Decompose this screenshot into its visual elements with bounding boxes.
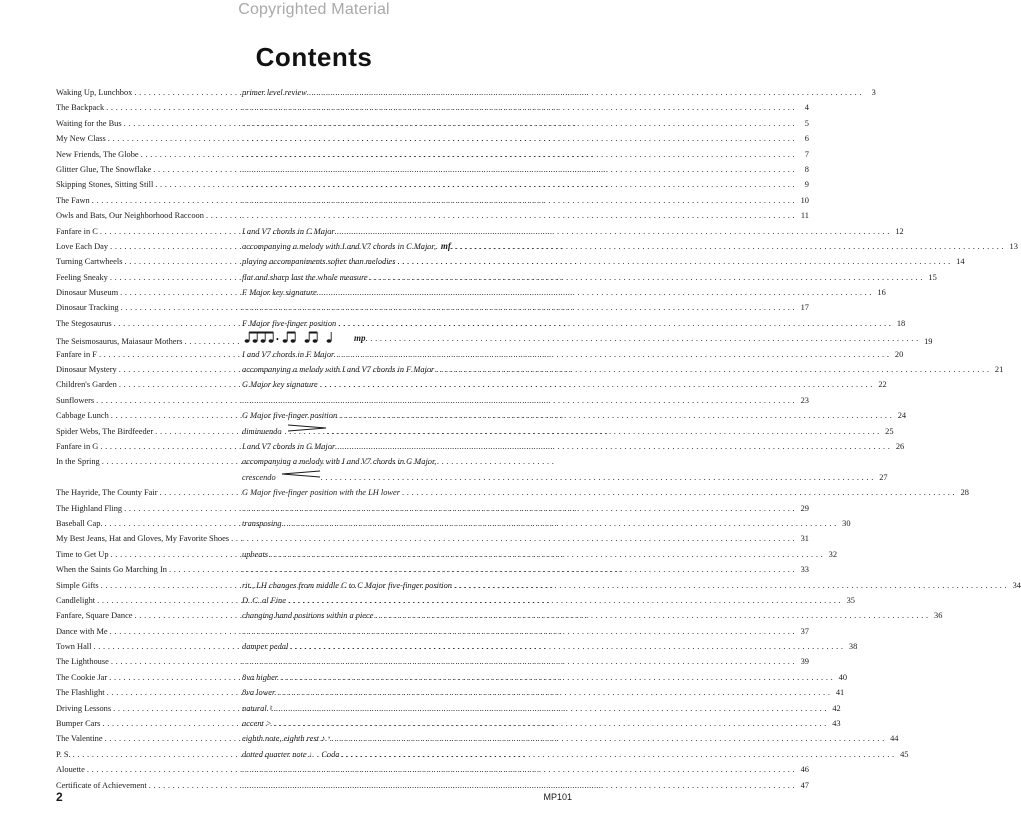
dot-leader [398, 254, 951, 269]
entry-page-number: 10 [800, 195, 809, 205]
entry-title: Certificate of Achievement [56, 780, 147, 790]
entry-page-number: 15 [928, 272, 937, 282]
toc-entry [56, 501, 809, 516]
toc-entry [56, 362, 1004, 377]
entry-description: G Major key signature [242, 380, 318, 390]
entry-page-number: 28 [960, 488, 969, 498]
entry-page-number: 31 [800, 534, 809, 544]
toc-entry [56, 578, 1021, 593]
entry-page-number: 29 [800, 503, 809, 513]
dot-leader [270, 547, 823, 562]
toc-entry [56, 316, 906, 331]
entry-page-number: 26 [895, 441, 905, 451]
toc-entry [56, 454, 888, 485]
crescendo-hairpin-icon [281, 470, 321, 478]
diminuendo-hairpin-icon [287, 424, 327, 432]
entry-description: damper pedal [242, 642, 289, 652]
dot-leader [242, 501, 795, 516]
entry-title: Bumper Cars [56, 719, 101, 729]
dot-leader [277, 685, 830, 700]
entry-title: Fanfare in G [56, 441, 99, 451]
entry-page-number: 11 [800, 211, 809, 221]
dot-leader [242, 562, 795, 577]
page-title: Contents [255, 42, 373, 72]
entry-page-number: 18 [896, 318, 906, 328]
entry-description: G Major five-finger position [242, 411, 338, 421]
entry-title: Turning Cartwheels [56, 257, 123, 267]
entry-page-number: 38 [848, 642, 858, 652]
svg-text:•: • [276, 335, 279, 345]
entry-title: Sunflowers [56, 395, 95, 405]
toc-entry [56, 485, 969, 500]
dynamic-marking: mp [354, 333, 366, 344]
entry-page-number: 24 [897, 411, 907, 421]
toc-entry [56, 531, 809, 546]
book-code: MP101 [543, 792, 572, 802]
dot-leader [242, 762, 795, 777]
entry-title: Simple Gifts [56, 580, 99, 590]
dot-leader [436, 362, 989, 377]
dot-leader [206, 208, 242, 223]
toc-entry [56, 624, 809, 639]
entry-description: transposing [242, 518, 282, 528]
toc-entry [56, 177, 809, 192]
entry-page-number: 20 [894, 349, 904, 359]
toc-entry [56, 670, 848, 685]
entry-page-number: 21 [994, 365, 1004, 375]
entry-title: Time to Get Up [56, 549, 109, 559]
dot-leader [290, 639, 843, 654]
entry-page-number: 19 [924, 337, 933, 347]
toc-entry [56, 254, 965, 269]
entry-title: The Flashlight [56, 688, 105, 698]
entry-page-number: 8 [804, 164, 809, 174]
dot-leader [337, 224, 890, 239]
toc-entry [56, 300, 809, 315]
entry-description: accompanying a melody with I and V7 chords in F Major [242, 365, 435, 375]
dot-leader [242, 778, 795, 793]
dot-leader [242, 193, 795, 208]
entry-title: Fanfare in C [56, 226, 98, 236]
entry-page-number: 3 [871, 88, 876, 97]
entry-title: P. S. [56, 749, 71, 759]
toc-entry [56, 516, 851, 531]
toc-entry [56, 131, 809, 146]
dot-leader [454, 578, 1007, 593]
page-number: 2 [56, 790, 63, 804]
dot-leader [327, 424, 880, 439]
dot-leader [375, 608, 928, 623]
entry-page-number: 25 [885, 426, 894, 436]
entry-description: changing hand positions within a piece [242, 611, 374, 621]
entry-page-number: 9 [804, 180, 809, 190]
toc-entry [56, 562, 809, 577]
dot-leader [288, 593, 841, 608]
entry-page-number: 4 [804, 103, 809, 113]
entry-description: I and V7 chords in C Major [242, 226, 335, 236]
entry-description-continued: crescendo [242, 472, 276, 482]
toc-entry [56, 731, 899, 746]
dot-leader [320, 377, 873, 392]
entry-title: When the Saints Go Marching In [56, 565, 167, 575]
dot-leader [284, 516, 837, 531]
entry-page-number: 34 [1012, 580, 1021, 590]
entry-description: flat and sharp last the whole measure [242, 272, 368, 282]
dot-leader [338, 316, 891, 331]
entry-page-number: 42 [832, 703, 841, 713]
toc-entry [56, 639, 858, 654]
entry-page-number: 37 [800, 626, 809, 636]
dot-leader [242, 208, 795, 223]
entry-description: F Major key signature [242, 288, 317, 298]
toc-entry [56, 701, 841, 716]
toc-entry [56, 393, 809, 408]
entry-title: Feeling Sneaky [56, 272, 108, 282]
entry-description: primer level review [242, 88, 307, 97]
dot-leader [242, 147, 795, 162]
dot-leader [341, 747, 894, 762]
toc-entry [56, 654, 809, 669]
entry-description: accompanying a melody with I and V7 chords in C Major, [242, 241, 436, 251]
entry-title: Glitter Glue, The Snowflake [56, 164, 152, 174]
entry-title: Children's Garden [56, 380, 117, 390]
entry-page-number: 27 [879, 472, 888, 482]
toc-entry [56, 331, 933, 347]
toc-entry [56, 685, 845, 700]
dot-leader [402, 485, 955, 500]
toc-entry [56, 285, 886, 300]
dot-leader [336, 347, 889, 362]
entry-description: diminuendo [242, 426, 282, 436]
toc-entry [56, 439, 905, 454]
entry-title: In the Spring [56, 457, 100, 467]
dot-leader [321, 470, 874, 485]
toc-entry [56, 347, 904, 362]
dot-leader [242, 116, 795, 131]
entry-title: Baseball Cap. [56, 518, 103, 528]
dot-leader [274, 701, 827, 716]
entry-page-number: 32 [828, 549, 838, 559]
entry-title: The Backpack [56, 103, 105, 113]
entry-title: The Lighthouse [56, 657, 109, 667]
entry-description: 8va higher [242, 672, 279, 682]
toc-entry [56, 424, 894, 439]
entry-description: accent > [242, 719, 272, 729]
entry-title: Fanfare, Square Dance [56, 611, 133, 621]
toc-entry [56, 193, 809, 208]
entry-description: rit., LH changes from middle C to C Major five-finger position [242, 580, 452, 590]
entry-title: My New Class [56, 134, 106, 144]
toc-entry [56, 547, 838, 562]
entry-page-number: 16 [877, 288, 886, 298]
dot-leader [242, 531, 795, 546]
toc-entry [56, 778, 809, 793]
dot-leader [451, 239, 1004, 254]
dot-leader [242, 300, 795, 315]
entry-title: New Friends, The Globe [56, 149, 139, 159]
dot-leader [242, 131, 795, 146]
entry-page-number: 5 [804, 118, 809, 128]
entry-title: Dinosaur Museum [56, 288, 119, 298]
dot-leader [337, 439, 890, 454]
dot-leader [370, 270, 923, 285]
entry-page-number: 45 [900, 749, 909, 759]
toc-entry [56, 593, 855, 608]
dot-leader [242, 654, 795, 669]
entry-title: The Valentine [56, 734, 103, 744]
dot-leader [242, 393, 795, 408]
entry-description: I and V7 chords in G Major [242, 441, 336, 451]
toc-entry [56, 224, 904, 239]
entry-description: upbeats [242, 549, 269, 559]
dot-leader [242, 100, 795, 115]
toc-entry [56, 239, 1018, 254]
dot-leader [274, 716, 827, 731]
dot-leader [160, 485, 243, 500]
entry-page-number: 40 [838, 672, 848, 682]
entry-title: The Cookie Jar [56, 672, 108, 682]
dot-leader [319, 285, 872, 300]
entry-description: accompanying a melody with I and V7 chords in G Major, [242, 457, 437, 467]
entry-page-number: 13 [1009, 241, 1018, 251]
entry-description: D. C. al Fine [242, 595, 286, 605]
toc-entry [56, 762, 809, 777]
entry-title: Waking Up, Lunchbox [56, 88, 133, 97]
entry-title: Love Each Day [56, 241, 109, 251]
dot-leader [332, 731, 885, 746]
entry-page-number: 44 [890, 734, 899, 744]
toc-entry [56, 162, 809, 177]
entry-page-number: 35 [846, 595, 855, 605]
entry-title: Dinosaur Mystery [56, 365, 117, 375]
toc-entry [56, 377, 887, 392]
toc-entry [56, 147, 809, 162]
entry-title: My Best Jeans, Hat and Gloves, My Favorite Shoes [56, 534, 230, 544]
dynamic-marking: mf [440, 240, 451, 251]
entry-title: Skipping Stones, Sitting Still [56, 180, 154, 190]
entry-page-number: 6 [804, 134, 809, 144]
dot-leader [231, 531, 242, 546]
entry-title: Owls and Bats, Our Neighborhood Raccoon [56, 211, 204, 221]
entry-description: I and V7 chords in F Major [242, 349, 335, 359]
dot-leader [309, 85, 862, 100]
entry-title: Dinosaur Tracking [56, 303, 119, 313]
entry-description: natural ♮ [242, 703, 272, 713]
entry-description: 8va lower [242, 688, 276, 698]
dot-leader [339, 408, 892, 423]
entry-title: Candlelight [56, 595, 96, 605]
toc-entry [56, 116, 809, 131]
entry-page-number: 41 [835, 688, 845, 698]
entry-page-number: 7 [804, 149, 809, 159]
entry-title: Driving Lessons [56, 703, 112, 713]
entry-title: The Seismosaurus, Maiasaur Mothers [56, 337, 183, 347]
toc-entry [56, 208, 809, 223]
toc-entry [56, 100, 809, 115]
toc-entry [56, 747, 909, 762]
entry-title: Town Hall [56, 642, 92, 652]
toc-entry [56, 608, 943, 623]
dot-leader [366, 331, 919, 346]
toc-entry [56, 85, 876, 100]
entry-page-number: 43 [832, 719, 841, 729]
toc-entry [56, 270, 937, 285]
entry-title: Dance with Me [56, 626, 108, 636]
entry-page-number: 33 [800, 565, 809, 575]
entry-description: dotted quarter note ♩. Coda [242, 749, 340, 759]
entry-title: The Fawn [56, 195, 90, 205]
entry-page-number: 39 [800, 657, 809, 667]
entry-title: Alouette [56, 765, 85, 775]
entry-title: The Highland Fling [56, 503, 123, 513]
entry-title: Fanfare in F [56, 349, 97, 359]
entry-page-number: 30 [842, 518, 851, 528]
entry-title: Spider Webs, The Birdfeeder [56, 426, 154, 436]
dot-leader [242, 162, 795, 177]
entry-description: G Major five-finger position with the LH lower [242, 488, 400, 498]
dot-leader [242, 177, 795, 192]
entry-page-number: 14 [956, 257, 965, 267]
entry-page-number: 23 [800, 395, 809, 405]
table-of-contents [56, 85, 1021, 793]
entry-page-number: 47 [800, 780, 809, 790]
toc-entry [56, 408, 907, 423]
toc-entry [56, 716, 841, 731]
entry-description: eighth note, eighth rest ♪ 𝄾 [242, 734, 330, 744]
dot-leader [280, 670, 833, 685]
entry-title: The Stegosaurus [56, 318, 112, 328]
rhythm-pattern-icon [245, 331, 351, 344]
dot-leader [242, 624, 795, 639]
entry-page-number: 46 [800, 765, 809, 775]
entry-page-number: 12 [895, 226, 904, 236]
entry-title: Waiting for the Bus [56, 118, 122, 128]
entry-title: Cabbage Lunch [56, 411, 109, 421]
entry-description: playing accompaniments softer than melodies [242, 257, 396, 267]
entry-page-number: 17 [800, 303, 809, 313]
entry-title: The Hayride, The County Fair [56, 488, 158, 498]
entry-page-number: 22 [878, 380, 887, 390]
copyright-watermark: Copyrighted Material [238, 1, 390, 18]
entry-page-number: 36 [934, 611, 943, 621]
entry-description: F Major five-finger position [242, 318, 337, 328]
